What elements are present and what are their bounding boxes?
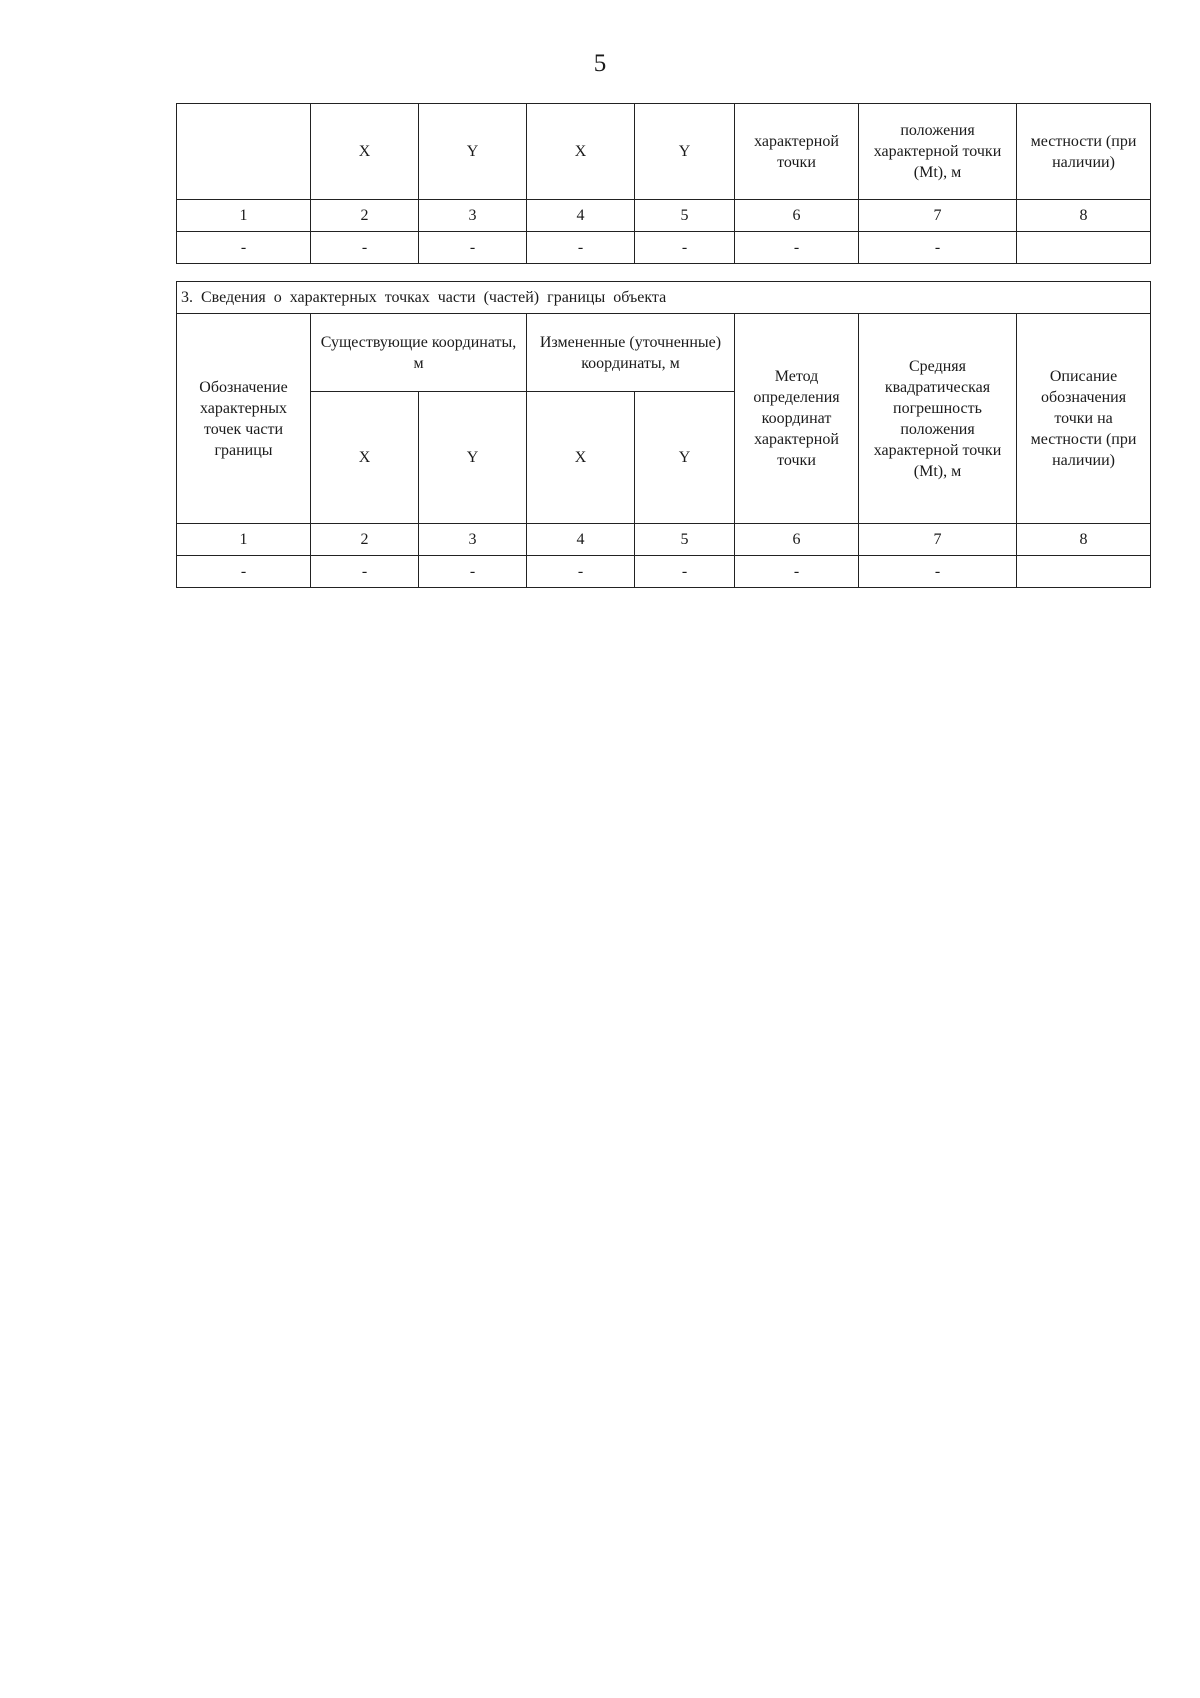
data-cell: -: [527, 232, 635, 264]
header-cell-y: Y: [419, 104, 527, 200]
header-cell: [177, 104, 311, 200]
column-number: 3: [419, 200, 527, 232]
axis-label-x: X: [311, 392, 419, 524]
column-number-row: [177, 200, 1151, 232]
data-cell: -: [419, 232, 527, 264]
column-number: 8: [1017, 524, 1151, 556]
column-number: 6: [735, 200, 859, 232]
data-cell: -: [859, 232, 1017, 264]
axis-label-y: Y: [419, 392, 527, 524]
column-number: 2: [311, 200, 419, 232]
header-cell-error: положения характерной точки (Mt), м: [859, 104, 1017, 200]
column-number: 1: [177, 200, 311, 232]
data-cell: -: [177, 232, 311, 264]
header-row: [177, 104, 1151, 200]
header-cell-x: X: [311, 104, 419, 200]
column-number-row: [177, 524, 1151, 556]
method-header: Метод определения координат характерной точки: [735, 314, 859, 524]
header-cell-y: Y: [635, 104, 735, 200]
header-cell-description: местности (при наличии): [1017, 104, 1151, 200]
data-cell: -: [419, 556, 527, 588]
column-number: 7: [859, 524, 1017, 556]
description-header: Описание обозначения точки на местности (при наличии): [1017, 314, 1151, 524]
header-cell-method: характерной точки: [735, 104, 859, 200]
page-number: 5: [593, 50, 607, 77]
column-number: 5: [635, 200, 735, 232]
data-cell: -: [177, 556, 311, 588]
column-number: 8: [1017, 200, 1151, 232]
section-title: 3. Сведения о характерных точках части (частей) границы объекта: [177, 282, 1151, 314]
data-cell: -: [859, 556, 1017, 588]
data-cell: [1017, 556, 1151, 588]
column-number: 4: [527, 200, 635, 232]
column-number: 7: [859, 200, 1017, 232]
boundary-part-points-table: [176, 281, 1151, 588]
axis-label-y: Y: [635, 392, 735, 524]
table-row: [177, 556, 1151, 588]
data-cell: -: [311, 232, 419, 264]
data-cell: -: [735, 556, 859, 588]
data-cell: -: [527, 556, 635, 588]
changed-coords-header: Измененные (уточненные) координаты, м: [527, 314, 735, 392]
data-cell: [1017, 232, 1151, 264]
column-number: 4: [527, 524, 635, 556]
existing-coords-header: Существующие координаты, м: [311, 314, 527, 392]
error-header: Средняя квадратическая погрешность положения характерной точки (Mt), м: [859, 314, 1017, 524]
axis-label-x: X: [527, 392, 635, 524]
column-number: 5: [635, 524, 735, 556]
column-number: 1: [177, 524, 311, 556]
data-cell: -: [311, 556, 419, 588]
column-number: 6: [735, 524, 859, 556]
coordinates-table-continued: [176, 103, 1151, 264]
column-number: 3: [419, 524, 527, 556]
section-title-row: [177, 282, 1151, 314]
column-number: 2: [311, 524, 419, 556]
data-cell: -: [735, 232, 859, 264]
table-row: [177, 232, 1151, 264]
data-cell: -: [635, 232, 735, 264]
header-cell-x: X: [527, 104, 635, 200]
designation-header: Обозначение характерных точек части границы: [177, 314, 311, 524]
data-cell: -: [635, 556, 735, 588]
header-row: [177, 314, 1151, 392]
